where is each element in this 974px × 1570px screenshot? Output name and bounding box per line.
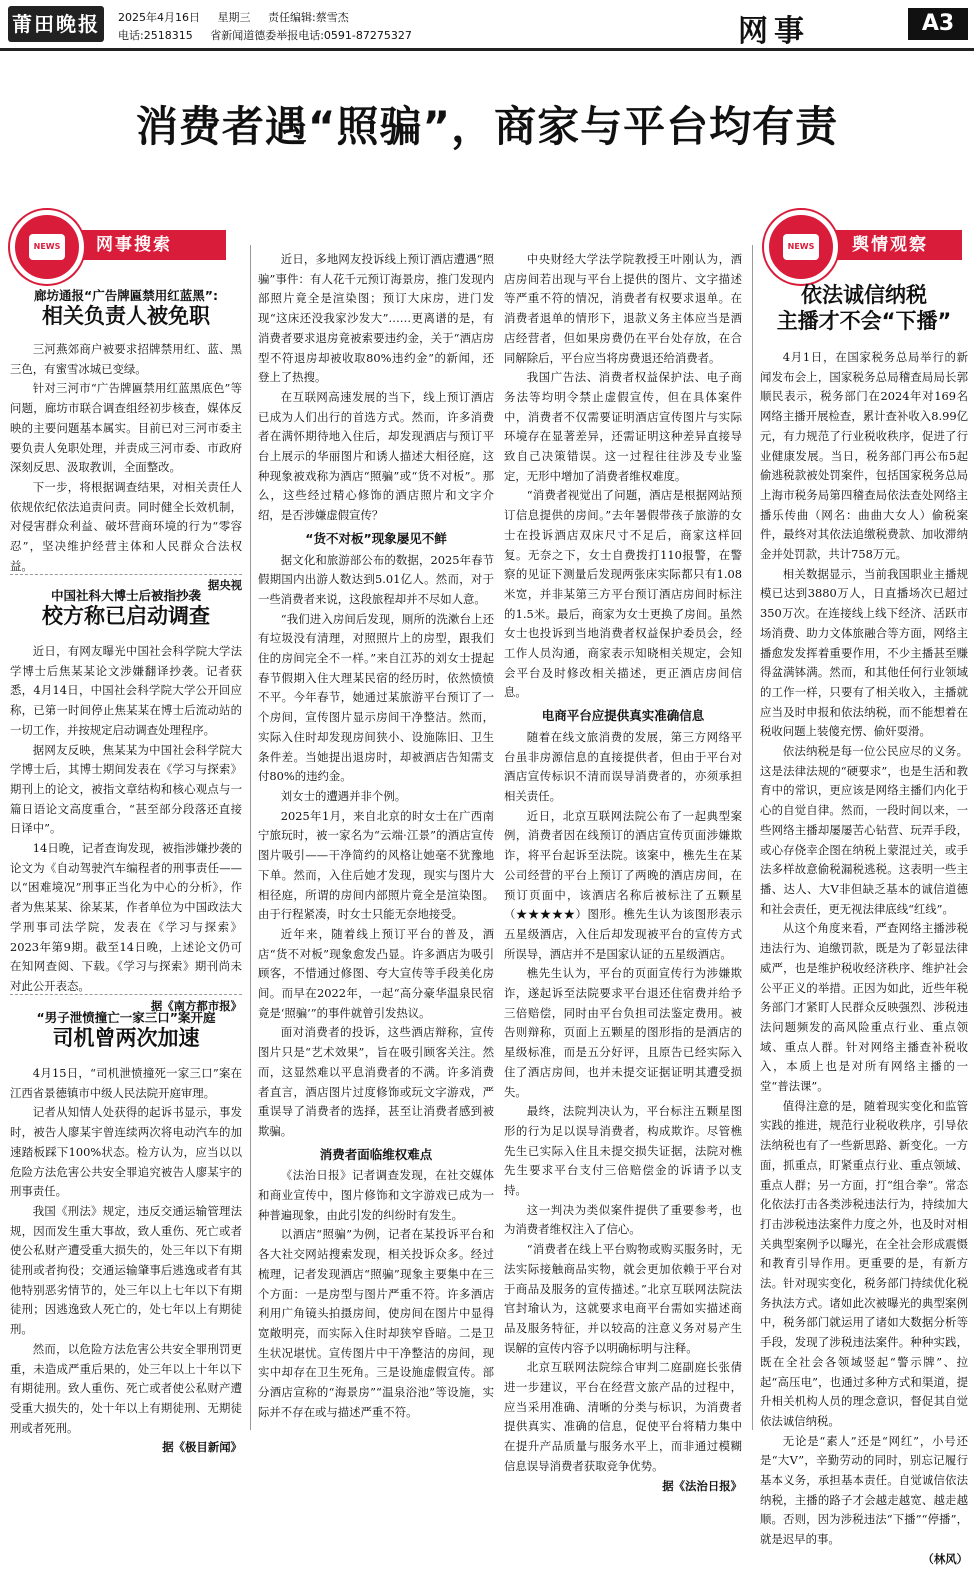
source-credit: 据《法治日报》 bbox=[662, 1478, 742, 1493]
paragraph: 记者从知情人处获得的起诉书显示，事发时，被告人廖某宇曾连续两次将电动汽车的加速踏板踩下100%状态。检方认为，应当以以危险方法危害公共安全罪追究被告人廖某宇的刑事责任。 bbox=[10, 1105, 242, 1199]
source-credit: （林风） bbox=[922, 1551, 968, 1566]
subheading: “货不对板”现象屡见不鲜 bbox=[305, 530, 447, 546]
opinion-title-line-1: 依法诚信纳税 bbox=[801, 283, 927, 307]
article-title: 司机曾两次加速 bbox=[52, 1026, 200, 1050]
report-line: 省新闻道德委举报电话:0591-87275327 bbox=[210, 29, 412, 42]
opinion-body bbox=[760, 348, 968, 1566]
paragraph: 14日晚，记者查询发现，被指涉嫌抄袭的论文为《自动驾驶汽车编程者的刑事责任——以“困难境况”刑事正当化为中心的分析》，作者为焦某某、徐某某，作者单位为中国政法大学刑事司法学院，发表在《学习与探索》2023年第9期。截至14日晚，上述论文仍可在知网查阅、下载。《学习与探索》期刊尚未对此公开表态。 bbox=[10, 841, 242, 993]
paragraph: 依法纳税是每一位公民应尽的义务。这是法律法规的“硬要求”，也是生活和教育中的常识，更应该是网络主播们内化于心的自觉自律。然而，一段时间以来，一些网络主播却屡屡苦心钻营、玩弄手段，或心存侥幸企图在纳税上蒙混过关，或手法多样故意偷税漏税逃税。这表明一些主播、达人、大V非但缺乏基本的诚信道德和社会责任，更无视法律底线“红线”。 bbox=[760, 744, 968, 916]
article-kicker: 中国社科大博士后被指抄袭 bbox=[50, 588, 201, 603]
source-credit: 据《极目新闻》 bbox=[162, 1440, 242, 1455]
paragraph: 这一判决为类似案件提供了重要参考，也为消费者维权注入了信心。 bbox=[504, 1202, 742, 1237]
subheading: 消费者面临维权难点 bbox=[319, 1146, 433, 1162]
column-divider bbox=[250, 245, 251, 1430]
paragraph: 近日，有网友曝光中国社会科学院大学法学博士后焦某某论文涉嫌翻译抄袭。记者获悉，4月14日，中国社会科学院大学公开回应称，已第一时间停止焦某某在博士后流动站的一切工作，并按规定启动调查处理程序。 bbox=[10, 644, 242, 737]
paragraph: 4月1日，在国家税务总局举行的新闻发布会上，国家税务总局稽查局局长郭顺民表示，税务部门在2024年对169名网络主播开展检查，累计查补收入8.99亿元，有力规范了行业税收秩序，促进了行业健康发展。当日，税务部门再公布5起偷逃税款被处罚案件，包括国家税务总局上海市税务局第四稽查局依法查处网络主播乐传曲（网名：曲曲大女人）偷税案件，最终对其依法追缴税费款、加收滞纳金并处罚款，共计758万元。 bbox=[760, 350, 968, 562]
paragraph: 近年来，随着线上预订平台的普及，酒店“货不对板”现象愈发凸显。许多酒店为吸引顾客，不惜通过修图、夸大宣传等手段美化房间。而早在2022年，一起“高分豪华温泉民宿竟是‘照骗’”的事件就曾引发热议。 bbox=[258, 926, 494, 1020]
opinion-title-line-2: 主播才不会“下播” bbox=[776, 309, 952, 333]
header-info-row-2 bbox=[118, 27, 426, 43]
subheading: 电商平台应提供真实准确信息 bbox=[541, 708, 705, 724]
paragraph: 4月15日，“司机泄愤撞死一家三口”案在江西省景德镇市中级人民法院开庭审理。 bbox=[10, 1066, 242, 1100]
source-credit: 据《南方都市报》 bbox=[150, 998, 242, 1013]
editor: 责任编辑:蔡雪杰 bbox=[268, 11, 349, 24]
article-kicker: 廊坊通报“广告牌匾禁用红蓝黑”: bbox=[34, 288, 218, 303]
paragraph: 从这个角度来看，严查网络主播涉税违法行为、追缴罚款，既是为了彰显法律威严，也是维护税收经济秩序、维护社会公平正义的举措。正因为如此，近些年税务部门才紧盯人民群众反映强烈、涉税违法问题频发的高风险重点行业、重点领域、重点人群。针对网络主播查补税收入，本质上也是对所有网络主播的一堂“普法课”。 bbox=[760, 921, 968, 1094]
paragraph: 我国广告法、消费者权益保护法、电子商务法等均明令禁止虚假宣传，但在具体案件中，消费者不仅需要证明酒店宣传图片与实际环境存在显著差异，还需证明这种差异直接导致自己决策错误。这一过程往往涉及专业鉴定，无形中增加了消费者维权难度。 bbox=[504, 370, 742, 483]
paragraph: “我们进入房间后发现，厕所的洗漱台上还有垃圾没有清理，对照照片上的房型，跟我们住的房间完全不一样。”来自江苏的刘女士提起春节假期入住大理某民宿的经历时，依然愤愤不平。今年春节，她通过某旅游平台预订了一个房间，宣传图片显示房间干净整洁。然而，实际入住时却发现房间狭小、设施陈旧、卫生条件差。当她提出退房时，却被酒店告知需支付80%的违约金。 bbox=[258, 611, 494, 784]
paragraph: “消费者在线上平台购物或购买服务时，无法实际接触商品实物，就会更加依赖于平台对于商品及服务的宣传描述。”北京互联网法院法官封瑜认为，这就要求电商平台需如实描述商品及服务特征，并以较高的注意义务对易产生误解的宣传内容予以明确标明与注释。 bbox=[504, 1242, 742, 1355]
paragraph: 近日，多地网友投诉线上预订酒店遭遇“照骗”事件：有人花千元预订海景房，推门发现内部照片竟全是渲染图；预订大床房，进门发现“这床还没我家沙发大”……更离谱的是，有消费者要求退房竟被索要违约金，关于“酒店房型不符退房却被收取80%违约金”的新闻，还登上了热搜。 bbox=[258, 252, 494, 385]
paragraph: 以酒店“照骗”为例，记者在某投诉平台和各大社交网站搜索发现，相关投诉众多。经过梳理，记者发现酒店“照骗”现象主要集中在三个方面：一是房型与图片严重不符。许多酒店利用广角镜头拍摄房间，使房间在图片中显得宽敞明亮，而实际入住时却狭窄昏暗。二是卫生状况堪忧。宣传图片中干净整洁的房间，现实中却存在卫生死角。三是设施虚假宣传。部分酒店宣称的“海景房”“温泉浴池”等设施，实际并不存在或与描述严重不符。 bbox=[258, 1227, 494, 1419]
article-body bbox=[10, 642, 242, 1013]
paragraph: 樵先生认为，平台的页面宣传行为涉嫌欺诈，遂起诉至法院要求平台退还住宿费并给予三倍赔偿，同时由平台负担司法鉴定费用。被告则辩称，页面上五颗星的图形指的是酒店的星级标准，而是五分好评，且原告已经实际入住了酒店房间，也并未提交证据证明其遭受损失。 bbox=[504, 966, 742, 1099]
main-article-column-2 bbox=[504, 250, 742, 1493]
page-number: A3 bbox=[908, 8, 968, 40]
paragraph: 刘女士的遭遇并非个例。 bbox=[280, 788, 407, 803]
paragraph: 无论是“素人”还是“网红”，小号还是“大V”，辛勤劳动的同时，别忘记履行基本义务，承担基本责任。自觉诚信依法纳税，主播的路子才会越走越宽、越走越顺。否则，因为涉税违法“下播”“停播”，就是迟早的事。 bbox=[760, 1433, 968, 1547]
paragraph: 三河燕郊商户被要求招牌禁用红、蓝、黑三色，有蜜雪冰城已变绿。 bbox=[10, 342, 242, 376]
issue-date: 2025年4月16日 bbox=[118, 11, 200, 24]
article-title: 校方称已启动调查 bbox=[42, 604, 210, 628]
speech-bubble-news-icon: NEWS bbox=[783, 234, 819, 260]
issue-weekday: 星期三 bbox=[217, 11, 251, 24]
paragraph: 最终，法院判决认为，平台标注五颗星图形的行为足以误导消费者，构成欺诈。尽管樵先生已实际入住且未提交损失证据，法院对樵先生要求平台支付三倍赔偿金的诉请予以支持。 bbox=[504, 1104, 742, 1198]
column-divider bbox=[752, 245, 753, 1430]
news-badge bbox=[10, 210, 84, 284]
paragraph: 2025年1月，来自北京的时女士在广西南宁旅玩时，被一家名为“云端·江景”的酒店宣传图片吸引——干净简约的风格让她毫不犹豫地下单。然而，入住后她才发现，现实与图片大相径庭，所谓的房间内部照片竟全是渲染图。由于行程紧凑，时女士只能无奈地接受。 bbox=[258, 808, 494, 922]
paragraph: “消费者视觉出了问题，酒店是根据网站预订信息提供的房间。”去年暑假带孩子旅游的女士在投诉酒店双床尺寸不足后，商家这样回复。无奈之下，女士自费拨打110报警，在警察的见证下测量后发现两张床实际都只有1.08米宽，并非某第三方平台预订酒店房间时标注的1.5米。最后，商家为女士更换了房间。虽然女士也投诉到当地消费者权益保护委员会，经工作人员沟通，商家表示知晓相关规定，会知会平台及时修改相关描述，更正酒店房间信息。 bbox=[504, 488, 742, 700]
paragraph: 在互联网高速发展的当下，线上预订酒店已成为人们出行的首选方式。然而，许多消费者在满怀期待地入住后，却发现酒店与预订平台上展示的华丽图片和诱人描述大相径庭，这种现象被戏称为酒店“照骗”或“货不对板”。那么，这些经过精心修饰的酒店照片和文字介绍，是否涉嫌虚假宣传？ bbox=[258, 389, 494, 523]
paragraph: 然而，以危险方法危害公共安全罪刑罚更重，未造成严重后果的，处三年以上十年以下有期徒刑。致人重伤、死亡或者使公私财产遭受重大损失的，处十年以上有期徒刑、无期徒刑或者死刑。 bbox=[10, 1341, 242, 1435]
news-badge bbox=[764, 210, 838, 284]
section-banner-opinion: 舆情观察 bbox=[812, 230, 962, 260]
paragraph: 北京互联网法院综合审判二庭副庭长张倩进一步建议，平台在经营文旅产品的过程中，应当采用准确、清晰的分类与标识，为消费者提供真实、准确的信息，促使平台将精力集中在提升产品质量与服务水平上，而非通过模糊信息误导消费者获取竞争优势。 bbox=[504, 1360, 742, 1473]
newspaper-logo: 莆田晚报 bbox=[8, 6, 104, 42]
source-credit: 据央视 bbox=[207, 578, 242, 593]
paragraph: 近日，北京互联网法院公布了一起典型案例，消费者因在线预订的酒店宣传页面涉嫌欺诈，将平台起诉至法院。该案中，樵先生在某公司经营的平台上预订了两晚的酒店房间，在预订页面中，该酒店名称后被标注了五颗星（★★★★★）图形。樵先生认为该图形表示五星级酒店，入住后却发现被平台的宣传方式所误导，酒店并不是国家认证的五星级酒店。 bbox=[504, 808, 742, 961]
article-body bbox=[10, 1064, 242, 1455]
camera-news-icon: NEWS bbox=[29, 234, 65, 260]
paragraph: 下一步，将根据调查结果，对相关责任人依规依纪依法追责问责。同时健全长效机制，对侵害群众利益、破坏营商环境的行为“零容忍”，坚决维护经营主体和人民群众合法权益。 bbox=[10, 479, 242, 573]
main-headline: 消费者遇“照骗”，商家与平台均有责 bbox=[135, 102, 839, 151]
article-title: 相关负责人被免职 bbox=[42, 304, 210, 328]
article-kicker: “男子泄愤撞亡一家三口”案开庭 bbox=[36, 1010, 216, 1025]
section-name: 网事 bbox=[738, 14, 810, 49]
paragraph: 值得注意的是，随着现实变化和监管实践的推进，规范行业税收秩序，引导依法纳税也有了一些新思路、新变化。一方面，抓重点，盯紧重点行业、重点领域、重点人群；另一方面，打“组合拳”。常态化依法打击各类涉税违法行为，持续加大打击涉税违法案件力度之外，也及时对相关典型案例予以曝光，在全社会形成震慑和教育引导作用。更重要的是，有新方法。针对现实变化，税务部门持续优化税务执法方式。诸如此次被曝光的典型案例中，税务部门就运用了诸如大数据分析等手段，发现了涉税违法案件。种种实践，既在全社会各领域竖起“警示牌”、拉起“高压电”，也通过多种方式和渠道，提升相关机构人员的理念意识，督促其自觉依法诚信纳税。 bbox=[760, 1098, 968, 1428]
paragraph: 针对三河市“广告牌匾禁用红蓝黑底色”等问题，廊坊市联合调查组经初步核查，媒体反映的主要问题基本属实。目前已对三河市委主要负责人免职处理，并责成三河市委、市政府深刻反思、汲取教训，全面整改。 bbox=[10, 381, 242, 475]
paragraph: 我国《刑法》规定，违反交通运输管理法规，因而发生重大事故，致人重伤、死亡或者使公私财产遭受重大损失的，处三年以下有期徒刑或者拘役；交通运输肇事后逃逸或者有其他特别恶劣情节的，处三年以上七年以下有期徒刑；因逃逸致人死亡的，处七年以上有期徒刑。 bbox=[10, 1203, 242, 1337]
phone: 电话:2518315 bbox=[118, 29, 193, 42]
paragraph: 面对消费者的投诉，这些酒店辩称，宣传图片只是“艺术效果”，旨在吸引顾客关注。然而，这显然难以平息消费者的不满。许多消费者直言，酒店图片过度修饰或玩文字游戏，严重误导了消费者的选择，甚至让消费者感到被欺骗。 bbox=[258, 1025, 494, 1138]
paragraph: 据网友反映，焦某某为中国社会科学院大学博士后，其博士期间发表在《学习与探索》期刊上的论文，被指文章结构和核心观点与一篇日语论文高度重合，“甚至部分段落还直接日译中”。 bbox=[10, 742, 242, 836]
paragraph: 中央财经大学法学院教授王叶刚认为，酒店房间若出现与平台上提供的图片、文字描述等严重不符的情况，消费者有权要求退单。在消费者退单的情形下，退款义务主体应当是酒店经营者，但如果房费仍在平台处存放，在合同解除后，平台应当将房费退还给消费者。 bbox=[504, 252, 742, 365]
section-banner-web-search: 网事搜索 bbox=[60, 230, 226, 260]
paragraph: 据文化和旅游部公布的数据，2025年春节假期国内出游人数达到5.01亿人。然而，对于一些消费者来说，这段旅程却并不尽如人意。 bbox=[258, 552, 494, 606]
main-article-column-1 bbox=[258, 250, 494, 1432]
article-body bbox=[10, 340, 242, 593]
header-info-row-1 bbox=[118, 9, 363, 25]
paragraph: 随着在线文旅消费的发展，第三方网络平台虽非房源信息的直接提供者，但由于平台对酒店宣传标识不清而误导消费者的，亦须承担相关责任。 bbox=[504, 729, 742, 803]
masthead bbox=[0, 0, 974, 51]
paragraph: 《法治日报》记者调查发现，在社交媒体和商业宣传中，图片修饰和文字游戏已成为一种普遍现象，由此引发的纠纷时有发生。 bbox=[258, 1168, 494, 1222]
paragraph: 相关数据显示，当前我国职业主播规模已达到3880万人，日直播场次已超过350万次。在连接线上线下经济、活跃市场消费、助力文体旅融合等方面，网络主播愈发发挥着重要作用，不少主播甚至赚得盆满钵满。然而，和其他任何行业领域的工作一样，只要有了相关收入，主播就应当及时申报和依法纳税，而不能想着在税收问题上装傻充愣、偷奸耍滑。 bbox=[760, 566, 968, 739]
